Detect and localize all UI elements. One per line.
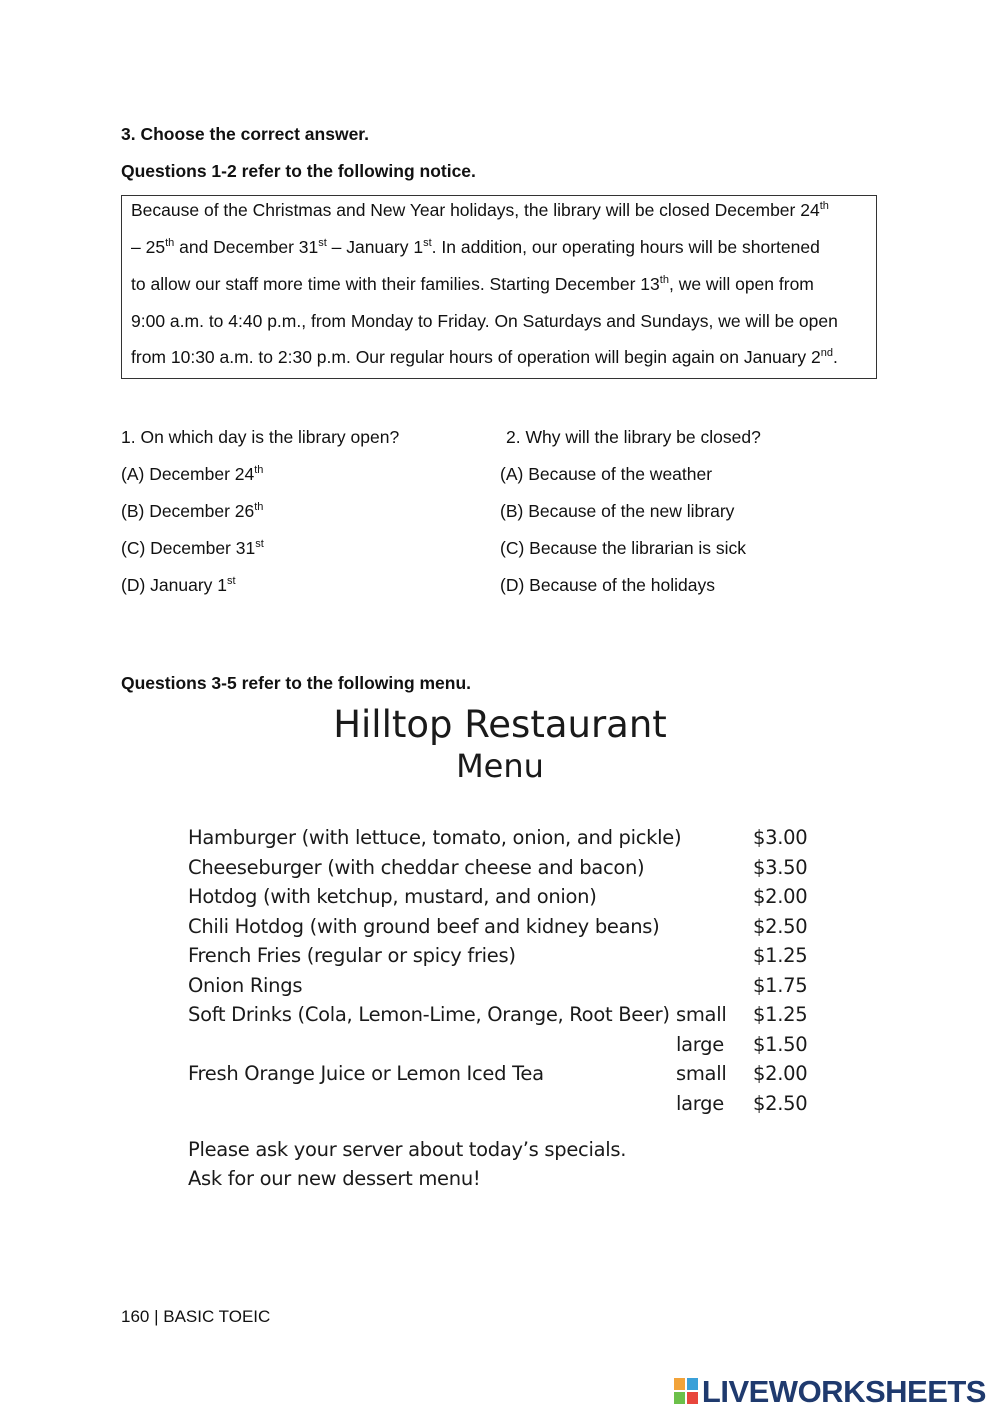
option-label: (B) December 26 bbox=[121, 501, 255, 521]
option-label: (C) December 31 bbox=[121, 538, 256, 558]
notice-text: 9:00 a.m. to 4:40 p.m., from Monday to Friday. On Saturdays and Sundays, we will be open bbox=[131, 311, 838, 331]
menu-item-price: $1.50 bbox=[753, 1033, 808, 1056]
liveworksheets-logo-icon bbox=[674, 1378, 698, 1404]
ordinal-suffix: st bbox=[227, 575, 236, 587]
q1-option-b[interactable] bbox=[121, 500, 263, 522]
questions-1-2-intro: Questions 1-2 refer to the following notice. bbox=[121, 161, 476, 181]
notice-line-5 bbox=[131, 346, 838, 368]
menu-note-dessert: Ask for our new dessert menu! bbox=[188, 1167, 481, 1190]
notice-line-1 bbox=[131, 199, 829, 221]
menu-item-size: large bbox=[676, 1092, 724, 1115]
menu-note-specials: Please ask your server about today’s specials. bbox=[188, 1138, 627, 1161]
notice-text: to allow our staff more time with their families. Starting December 13 bbox=[131, 274, 660, 294]
notice-text: . bbox=[832, 347, 838, 367]
q2-option-a[interactable]: (A) Because of the weather bbox=[500, 464, 713, 484]
ordinal-suffix: th bbox=[165, 237, 175, 249]
menu-item-price: $1.25 bbox=[753, 1003, 808, 1026]
page-footer: 160 | BASIC TOEIC bbox=[121, 1307, 271, 1326]
option-label: (D) January 1 bbox=[121, 575, 228, 595]
ordinal-suffix: th bbox=[819, 200, 829, 212]
notice-box bbox=[121, 195, 877, 379]
ordinal-suffix: th bbox=[254, 464, 264, 476]
question-2: 2. Why will the library be closed? bbox=[506, 427, 761, 447]
question-1: 1. On which day is the library open? bbox=[121, 427, 400, 447]
q2-option-b[interactable]: (B) Because of the new library bbox=[500, 501, 735, 521]
q1-option-d[interactable] bbox=[121, 574, 236, 596]
menu-item-price: $2.00 bbox=[753, 885, 808, 908]
notice-text: , we will open from bbox=[668, 274, 814, 294]
questions-3-5-intro: Questions 3-5 refer to the following menu. bbox=[121, 673, 472, 693]
menu-item-price: $2.00 bbox=[753, 1062, 808, 1085]
menu-item-name: Hotdog (with ketchup, mustard, and onion) bbox=[188, 885, 597, 908]
menu-subtitle: Menu bbox=[456, 747, 544, 785]
notice-text: Because of the Christmas and New Year holidays, the library will be closed December 24 bbox=[131, 200, 820, 220]
notice-text: . In addition, our operating hours will be shortened bbox=[431, 237, 820, 257]
menu-item-name: Onion Rings bbox=[188, 974, 303, 997]
menu-item-name: Hamburger (with lettuce, tomato, onion, and pickle) bbox=[188, 826, 682, 849]
notice-line-4 bbox=[131, 310, 838, 332]
menu-item-price: $2.50 bbox=[753, 1092, 808, 1115]
ordinal-suffix: nd bbox=[820, 347, 833, 359]
section-heading: 3. Choose the correct answer. bbox=[121, 124, 370, 144]
notice-text: – 25 bbox=[131, 237, 166, 257]
ordinal-suffix: st bbox=[423, 237, 432, 249]
notice-line-2 bbox=[131, 236, 820, 258]
menu-item-size: small bbox=[676, 1003, 727, 1026]
ordinal-suffix: st bbox=[255, 538, 264, 550]
menu-item-name: Soft Drinks (Cola, Lemon-Lime, Orange, Root Beer) bbox=[188, 1003, 670, 1026]
option-label: (A) December 24 bbox=[121, 464, 255, 484]
notice-line-3 bbox=[131, 273, 814, 295]
q2-option-c[interactable]: (C) Because the librarian is sick bbox=[500, 538, 747, 558]
menu-item-name: Cheeseburger (with cheddar cheese and bacon) bbox=[188, 856, 645, 879]
menu-item-name: Chili Hotdog (with ground beef and kidney beans) bbox=[188, 915, 660, 938]
menu-item-name: Fresh Orange Juice or Lemon Iced Tea bbox=[188, 1062, 544, 1085]
menu-item-size: small bbox=[676, 1062, 727, 1085]
notice-text: and December 31 bbox=[174, 237, 319, 257]
menu-item-size: large bbox=[676, 1033, 724, 1056]
notice-text: from 10:30 a.m. to 2:30 p.m. Our regular hours of operation will begin again on January 2 bbox=[131, 347, 821, 367]
menu-item-price: $3.00 bbox=[753, 826, 808, 849]
menu-item-price: $1.25 bbox=[753, 944, 808, 967]
brand-text: LIVEWORKSHEETS bbox=[701, 1374, 986, 1409]
menu-item-name: French Fries (regular or spicy fries) bbox=[188, 944, 516, 967]
liveworksheets-brand[interactable] bbox=[702, 1374, 986, 1410]
notice-text: – January 1 bbox=[326, 237, 424, 257]
ordinal-suffix: st bbox=[318, 237, 327, 249]
q1-option-c[interactable] bbox=[121, 537, 264, 559]
q1-option-a[interactable] bbox=[121, 463, 263, 485]
ordinal-suffix: th bbox=[254, 501, 264, 513]
ordinal-suffix: th bbox=[659, 274, 669, 286]
menu-item-price: $2.50 bbox=[753, 915, 808, 938]
menu-item-price: $3.50 bbox=[753, 856, 808, 879]
menu-title: Hilltop Restaurant bbox=[333, 703, 667, 746]
menu-item-price: $1.75 bbox=[753, 974, 808, 997]
q2-option-d[interactable]: (D) Because of the holidays bbox=[500, 575, 715, 595]
